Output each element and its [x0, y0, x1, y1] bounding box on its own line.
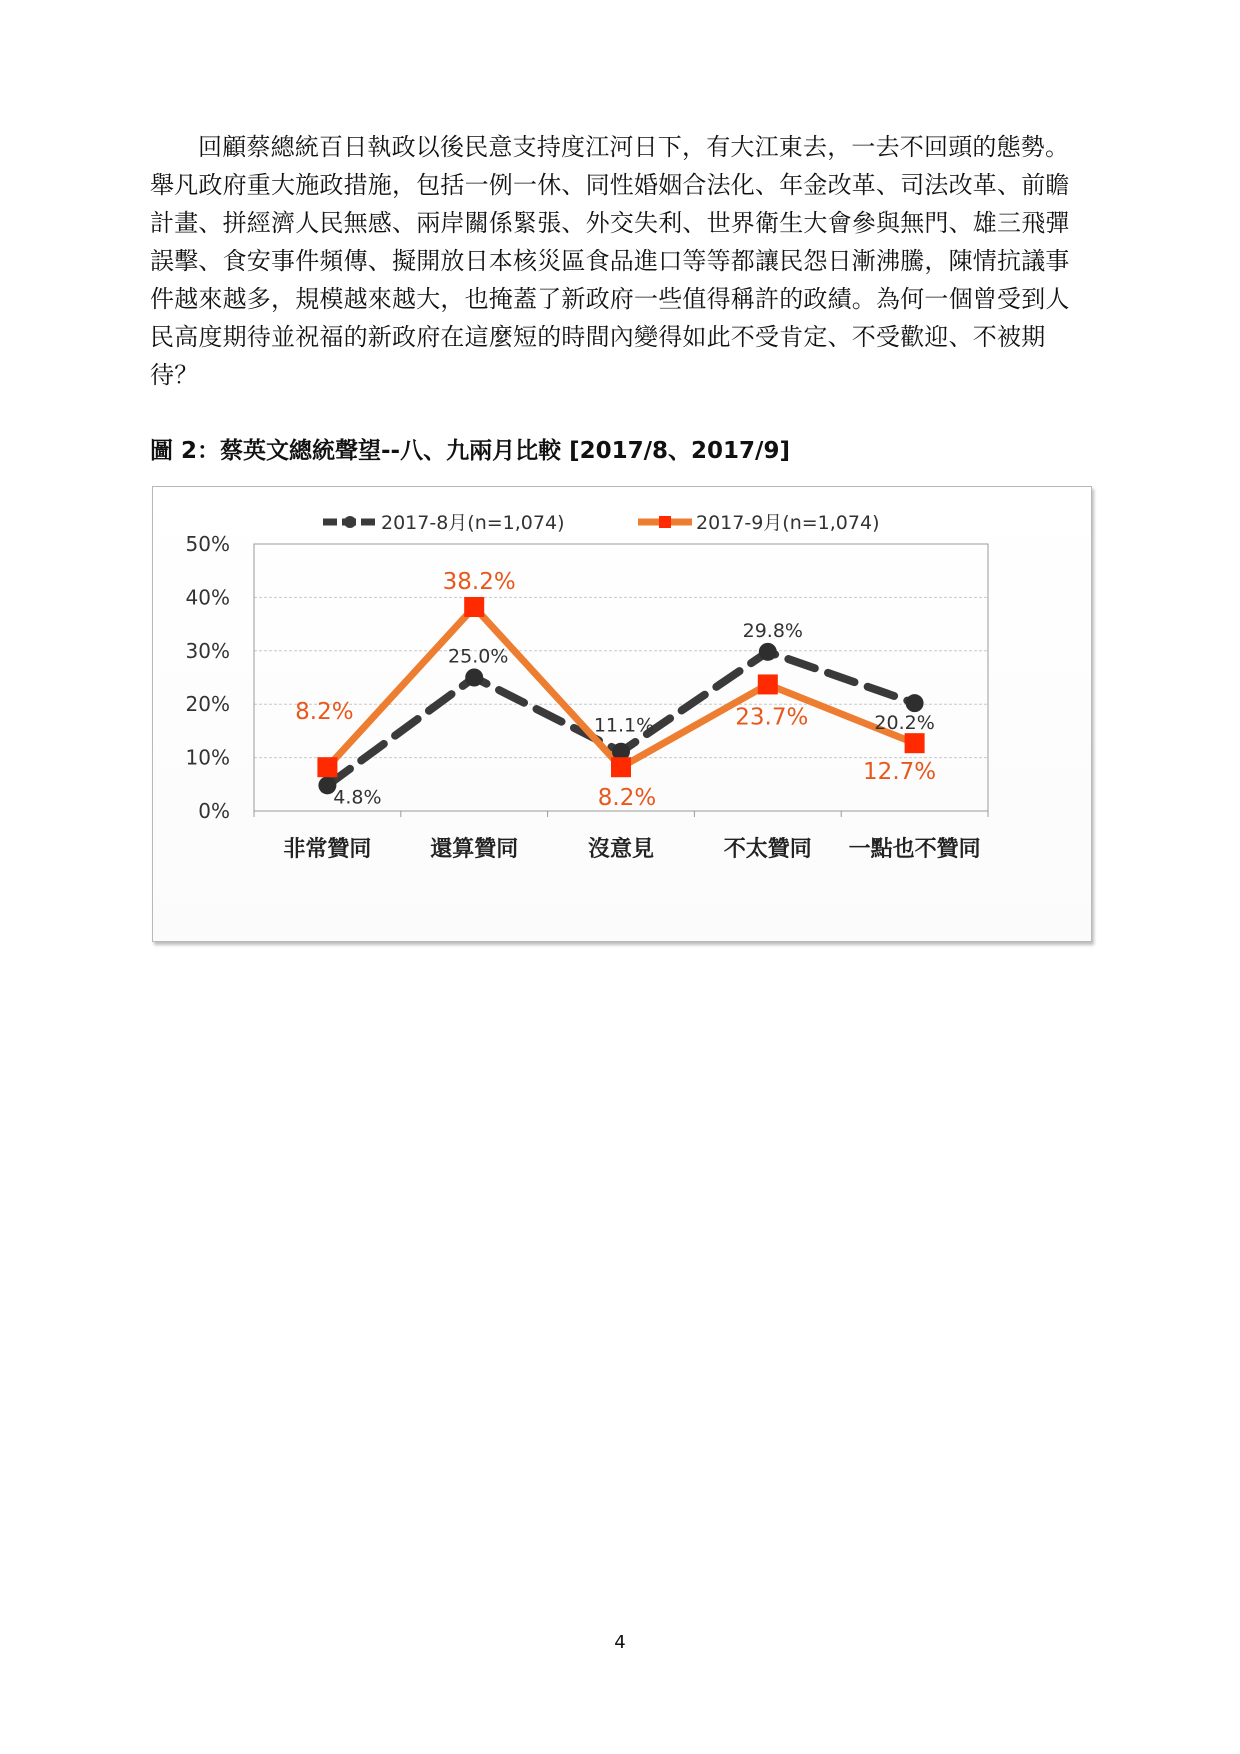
figure-caption: 圖 2：蔡英文總統聲望--八、九兩月比較 [2017/8、2017/9] — [150, 438, 790, 464]
data-point — [759, 643, 777, 661]
data-label: 25.0% — [448, 645, 509, 668]
y-tick-label: 20% — [185, 692, 230, 717]
data-label: 8.2% — [295, 699, 354, 726]
data-label: 8.2% — [597, 785, 657, 812]
data-label: 20.2% — [874, 712, 935, 735]
data-label: 11.1% — [593, 714, 655, 737]
data-label: 4.8% — [333, 786, 382, 809]
x-category-label: 還算贊同 — [430, 837, 519, 862]
data-point — [465, 669, 483, 687]
line-chart — [152, 486, 1092, 942]
data-point — [906, 694, 924, 712]
x-category-label: 非常贊同 — [283, 837, 372, 862]
body-paragraph: 回顧蔡總統百日執政以後民意支持度江河日下，有大江東去，一去不回頭的態勢。舉凡政府重大施政措施，包括一例一休、同性婚姻合法化、年金改革、司法改革、前瞻計畫、拼經濟人民無感、兩岸關係緊張、外交失利、世界衛生大會參與無門、雄三飛彈誤擊、食安事件頻傳、擬開放日本核災區食品進口等等都讓民怨日漸沸騰，陳情抗議事件越來越多，規模越來越大，也掩蓋了新政府一些值得稱許的政績。為何一個曾受到人民高度期待並祝福的新政府在這麼短的時間內變得如此不受肯定、不受歡迎、不被期待？ — [150, 133, 1070, 389]
data-point — [611, 757, 631, 777]
data-point — [464, 597, 484, 617]
x-category-label: 一點也不贊同 — [848, 837, 981, 862]
legend-marker — [344, 516, 356, 528]
data-point — [317, 757, 337, 777]
data-label: 29.8% — [742, 619, 803, 642]
data-point — [758, 674, 778, 694]
legend-marker — [659, 516, 671, 528]
y-tick-label: 0% — [198, 799, 230, 823]
y-tick-label: 40% — [185, 585, 230, 610]
page-number: 4 — [614, 1632, 626, 1653]
data-label: 12.7% — [863, 759, 937, 786]
data-point — [905, 733, 925, 753]
x-category-label: 沒意見 — [587, 837, 655, 862]
data-label: 38.2% — [442, 569, 516, 596]
legend-label: 2017-9月(n=1,074) — [696, 512, 880, 534]
y-tick-label: 10% — [185, 745, 230, 770]
data-label: 23.7% — [735, 704, 809, 731]
legend-label: 2017-8月(n=1,074) — [381, 512, 565, 534]
y-tick-label: 30% — [185, 638, 230, 663]
chart-canvas — [153, 487, 1091, 941]
x-category-label: 不太贊同 — [723, 837, 812, 862]
y-tick-label: 50% — [185, 532, 230, 556]
